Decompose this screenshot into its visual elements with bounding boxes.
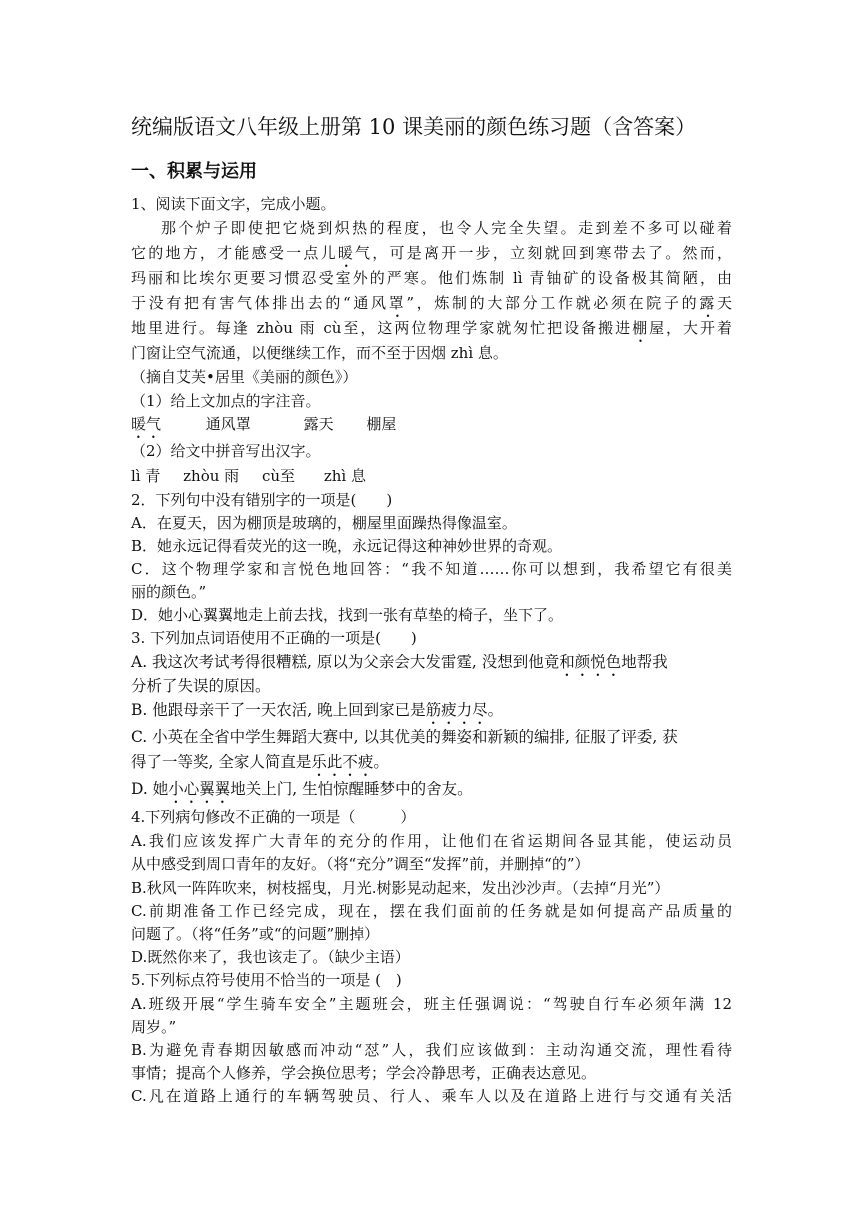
option-a-cont: 分析了失误的原因。 [131, 677, 271, 695]
word-item: lì 青 [131, 467, 161, 485]
option-b: B. 他跟母亲干了一天农活, 晚上回到家已是筋疲力尽。 [131, 701, 504, 719]
word-item: zhì 息 [323, 467, 366, 485]
option-d: D．她小心翼翼地走上前去找，找到一张有草垫的椅子，坐下了。 [131, 606, 564, 624]
option-line: B.为避免青春期因敏感而冲动“怼”人，我们应该做到：主动沟通交流，理性看待 [131, 1041, 732, 1059]
option-line: 问题了。（将“任务”或“的问题”删掉） [131, 925, 380, 943]
option-line: B.秋风一阵阵吹来，树枝摇曳，月光.树影晃动起来，发出沙沙声。（去掉“月光”） [131, 879, 670, 897]
question-5-stem: 5.下列标点符号使用不恰当的一项是 ( ) [131, 971, 402, 989]
option-c: C．这个物理学家和言悦色地回答：“我不知道……你可以想到，我希望它有很美 [131, 560, 732, 578]
dotted-char: 罩 [388, 294, 407, 312]
option-a: A．在夏天，因为棚顶是玻璃的，棚屋里面躁热得像温室。 [131, 514, 517, 532]
option-c-cont: 丽的颜色。” [131, 583, 207, 601]
question-4-stem: 4.下列病句修改不正确的一项是（ ） [131, 808, 416, 826]
dotted-char: 露 [699, 294, 717, 312]
question-3-stem: 3. 下列加点词语使用不正确的一项是( ) [131, 629, 417, 647]
option-line: A.班级开展“学生骑车安全”主题班会，班主任强调说：“驾驶自行车必须年满 12 [131, 995, 732, 1013]
passage-line: 门窗让空气流通，以便继续工作，而不至于因烟 zhì 息。 [131, 344, 508, 362]
option-line: 从中感受到周口青年的友好。（将“充分”调至“发挥”前，并删掉“的”） [131, 855, 590, 873]
option-line: D.既然你来了，我也该走了。（缺少主语） [131, 948, 410, 966]
option-line: C.前期准备工作已经完成，现在，摆在我们面前的任务就是如何提高产品质量的 [131, 902, 732, 920]
option-b: B．她永远记得看荧光的这一晚，永远记得这种神妙世界的奇观。 [131, 537, 563, 555]
sub-question-2: （2）给文中拼音写出汉字。 [131, 442, 321, 460]
page-title: 统编版语文八年级上册第 10 课美丽的颜色练习题（含答案） [131, 115, 697, 139]
option-line: A.我们应该发挥广大青年的充分的作用，让他们在省运期间各显其能，使运动员 [131, 832, 732, 850]
word-item: 暖气 [131, 415, 162, 433]
question-1-stem: 1、阅读下面文字，完成小题。 [131, 195, 336, 213]
passage-line: 地里进行。每逢 zhòu 雨 cù至，这两位物理学家就匆忙把设备搬进棚屋，大开着 [131, 319, 732, 337]
word-item: 通风罩 [205, 415, 251, 433]
option-c: C. 小英在全省中学生舞蹈大赛中, 以其优美的舞姿和新颖的编排, 征服了评委, 获 [131, 728, 678, 746]
option-d: D. 她小心翼翼地关上门, 生怕惊醒睡梦中的舍友。 [131, 780, 473, 798]
word-item: 露天 [303, 415, 334, 433]
passage-line: 于没有把有害气体排出去的“通风罩”，炼制的大部分工作就必须在院子的露天 [131, 294, 732, 312]
option-c-cont: 得了一等奖, 全家人简直是乐此不疲。 [131, 753, 389, 771]
section-heading: 一、积累与运用 [131, 161, 257, 182]
word-item: cù至 [261, 467, 296, 485]
dotted-char: 棚 [632, 319, 650, 337]
option-line: 周岁。” [131, 1018, 177, 1036]
question-2-stem: 2．下列句中没有错别字的一项是( ) [131, 491, 393, 509]
option-line: C.凡在道路上通行的车辆驾驶员、行人、乘车人以及在道路上进行与交通有关活 [131, 1087, 732, 1105]
sub-question-1: （1）给上文加点的字注音。 [131, 392, 321, 410]
passage-line: 它的地方，才能感受一点儿暖气，可是离开一步，立刻就回到寒带去了。然而， [131, 244, 732, 262]
passage-line: 那个炉子即使把它烧到炽热的程度，也令人完全失望。走到差不多可以碰着 [161, 219, 732, 237]
word-item: zhòu 雨 [183, 467, 240, 485]
passage-line: 玛丽和比埃尔更要习惯忍受室外的严寒。他们炼制 lì 青铀矿的设备极其简陋，由 [131, 269, 732, 287]
option-a: A. 我这次考试考得很糟糕, 原以为父亲会大发雷霆, 没想到他竟和颜悦色地帮我 [131, 653, 668, 671]
option-line: 事情；提高个人修养，学会换位思考；学会冷静思考，正确表达意见。 [131, 1064, 597, 1082]
dotted-char: 暖 [337, 244, 356, 262]
passage-source: （摘自艾芙•居里《美丽的颜色》） [131, 368, 358, 386]
word-item: 棚屋 [366, 415, 397, 433]
sub1-words [131, 414, 732, 442]
sub2-words [131, 466, 732, 486]
